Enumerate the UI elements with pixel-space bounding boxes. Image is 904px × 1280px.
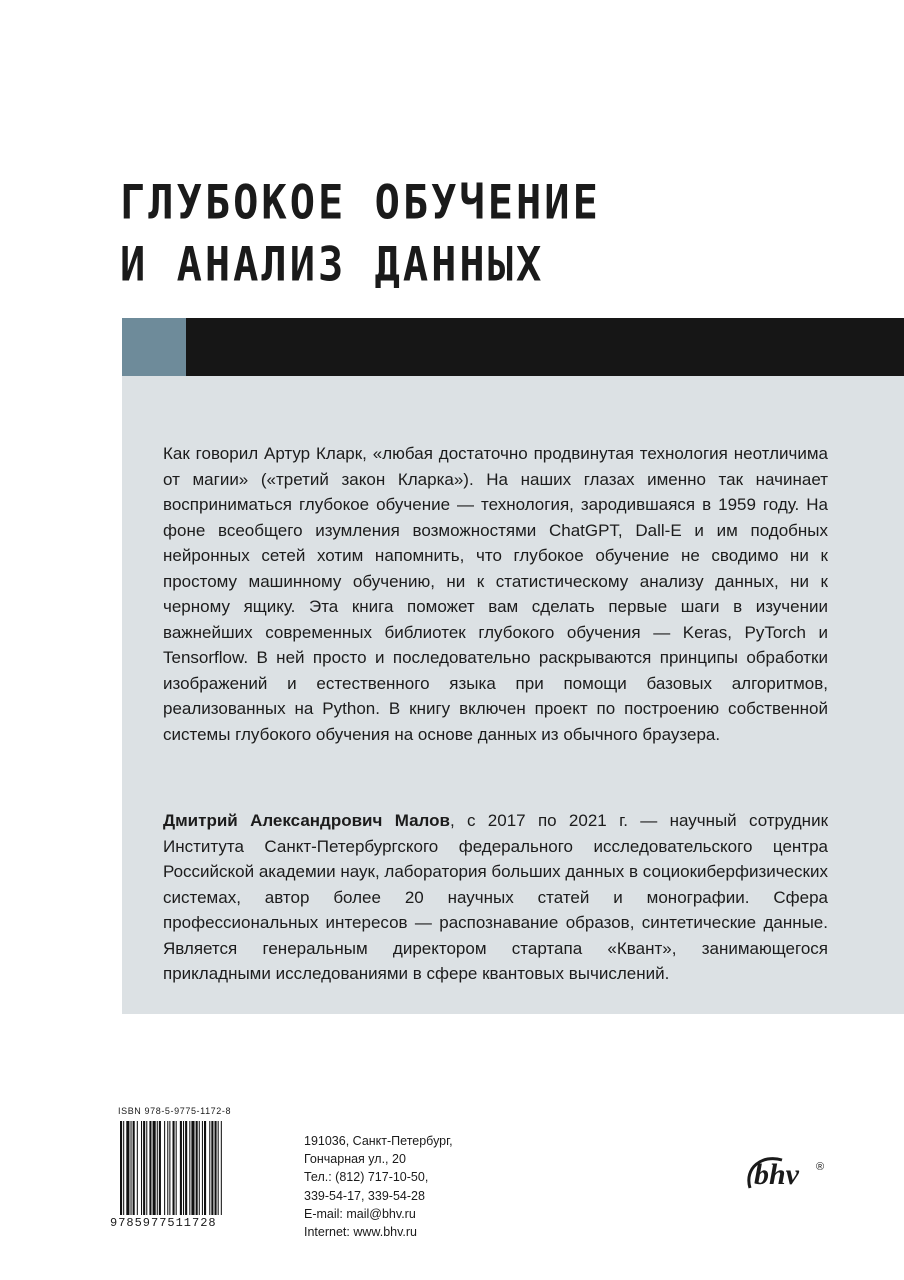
barcode-bar bbox=[164, 1121, 165, 1215]
author-info bbox=[163, 808, 828, 987]
book-description: Как говорил Артур Кларк, «любая достаточно продвинутая технология неотличима от магии» («третий закон Кларка»). На наших глазах именно так начинает восприниматься глубокое обучение — технология, зародившаяся в 1959 году. На фоне всеобщего изумления возможностями ChatGPT, Dall-E и им подобных нейронных сетей хотим напомнить, что глубокое обучение не сводимо ни к простому машинному обучению, ни к статистическому анализу данных, ни к черному ящику. Эта книга поможет вам сделать первые шаги в изучении важнейших современных библиотек глубокого обучения — Keras, PyTorch и Tensorflow. В ней просто и последовательно раскрываются принципы обработки изображений и естественного языка при помощи базовых алгоритмов, реализованных на Python. В книгу включен проект по построению собственной системы глубокого обучения на основе данных из обычного браузера. bbox=[163, 444, 828, 744]
address-line-1: 191036, Санкт-Петербург, bbox=[304, 1134, 453, 1148]
barcode-bar bbox=[196, 1121, 198, 1215]
bhv-logo bbox=[742, 1148, 832, 1200]
barcode-bar bbox=[157, 1121, 158, 1215]
barcode-bar bbox=[218, 1121, 219, 1215]
barcode-bar bbox=[204, 1121, 206, 1215]
address-line-2: Гончарная ул., 20 bbox=[304, 1152, 406, 1167]
barcode-bar bbox=[149, 1121, 151, 1215]
barcode-bar bbox=[185, 1121, 187, 1215]
barcode-bar bbox=[221, 1121, 222, 1215]
barcode-bar bbox=[199, 1121, 200, 1215]
barcode-bar bbox=[189, 1121, 190, 1215]
barcode-bar bbox=[120, 1121, 122, 1215]
phone-line-1: Тел.: (812) 717-10-50, bbox=[304, 1170, 429, 1185]
email-line: E-mail: mail@bhv.ru bbox=[304, 1206, 416, 1221]
author-bio: , с 2017 по 2021 г. — научный сотрудник Института Санкт-Петербургского федерального исследовательского центра Российской академии наук, лаборатория больших данных в социокиберфизических системах, автор более 20 научных статей и монографии. Сфера профессиональных интересов — распознавание образов, синтетические данные. Является генеральным директором стартапа «Квант», занимающегося прикладными исследованиями в сфере квантовых вычислений. bbox=[163, 811, 829, 983]
book-title bbox=[120, 168, 820, 292]
author-name: Дмитрий Александрович Малов bbox=[163, 811, 450, 830]
publisher-contacts bbox=[304, 1132, 453, 1241]
accent-band-block bbox=[122, 318, 186, 376]
barcode bbox=[120, 1121, 258, 1215]
registered-mark: ® bbox=[816, 1161, 825, 1173]
barcode-bar bbox=[169, 1121, 170, 1215]
internet-line: Internet: www.bhv.ru bbox=[304, 1225, 418, 1240]
bhv-logo-text: bhv bbox=[754, 1158, 799, 1191]
barcode-bar bbox=[173, 1121, 175, 1215]
book-title-line-1: ГЛУБОКОЕ ОБУЧЕНИЕ bbox=[120, 174, 601, 230]
barcode-bar bbox=[141, 1121, 142, 1215]
barcode-bar bbox=[176, 1121, 177, 1215]
barcode-bar bbox=[202, 1121, 203, 1215]
book-title-line-2: И АНАЛИЗ ДАННЫХ bbox=[120, 236, 545, 292]
barcode-bar bbox=[159, 1121, 161, 1215]
barcode-bar bbox=[167, 1121, 168, 1215]
barcode-digits: 9785977511728 bbox=[110, 1216, 217, 1230]
phone-line-2: 339-54-17, 339-54-28 bbox=[304, 1188, 425, 1203]
barcode-bar bbox=[215, 1121, 217, 1215]
barcode-bar bbox=[146, 1121, 147, 1215]
barcode-bar bbox=[153, 1121, 156, 1215]
barcode-bar bbox=[137, 1121, 138, 1215]
barcode-bar bbox=[126, 1121, 129, 1215]
barcode-bar bbox=[143, 1121, 145, 1215]
dark-band bbox=[186, 318, 904, 376]
barcode-bar bbox=[191, 1121, 194, 1215]
isbn-label: ISBN 978-5-9775-1172-8 bbox=[118, 1106, 232, 1116]
barcode-bar bbox=[131, 1121, 132, 1215]
barcode-bar bbox=[180, 1121, 182, 1215]
barcode-bar bbox=[123, 1121, 124, 1215]
barcode-bar bbox=[209, 1121, 210, 1215]
barcode-bar bbox=[211, 1121, 213, 1215]
barcode-bar bbox=[183, 1121, 184, 1215]
barcode-bar bbox=[133, 1121, 135, 1215]
